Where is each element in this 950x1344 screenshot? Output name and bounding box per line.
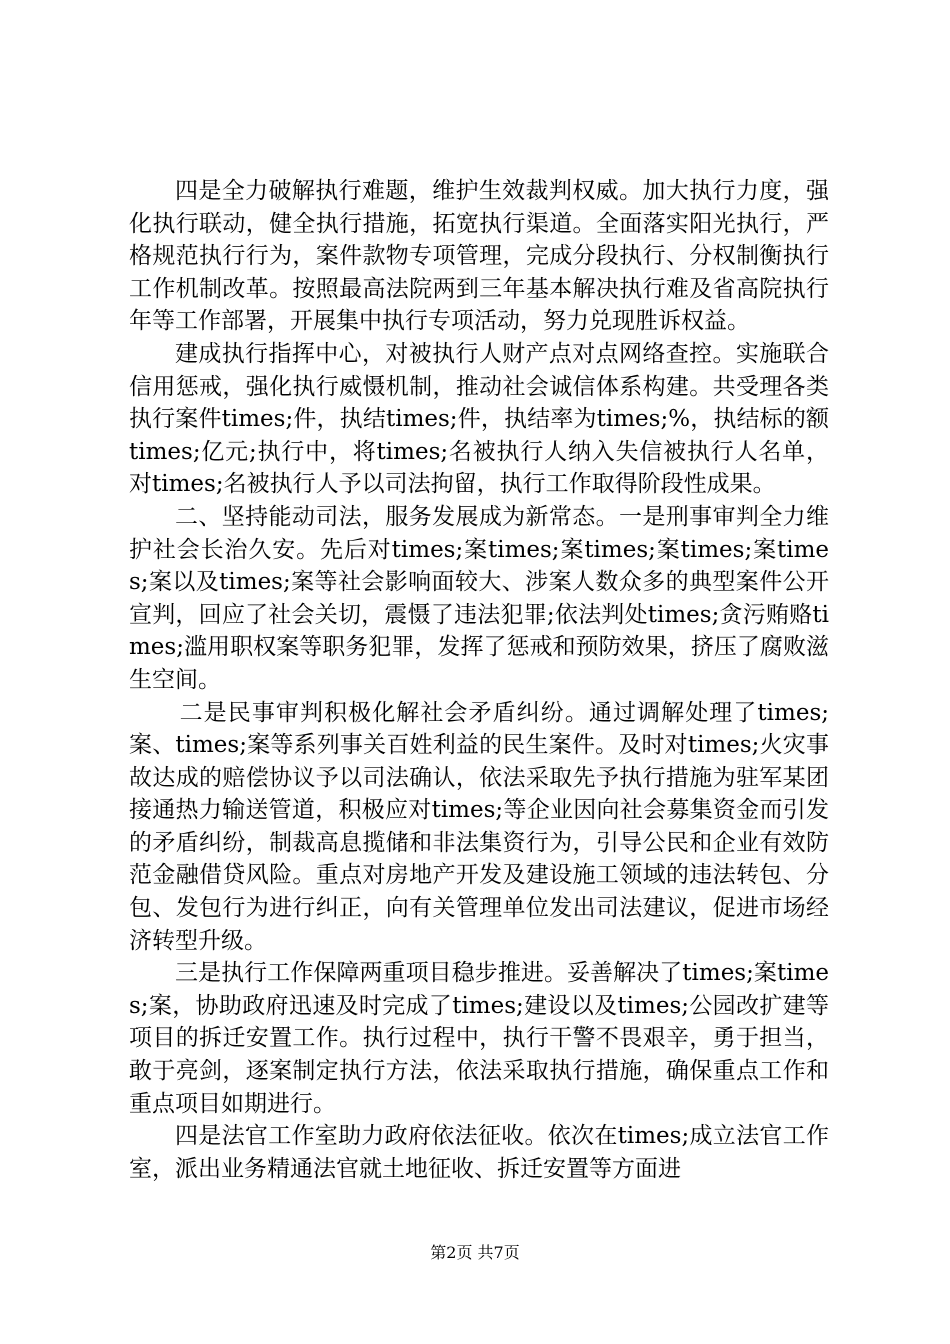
page-number-footer: 第2页 共7页 bbox=[430, 1243, 520, 1262]
paragraph-key-projects: 三是执行工作保障两重项目稳步推进。妥善解决了times;案times;案，协助政府迅速及时完成了times;建设以及times;公园改扩建等项目的拆迁安置工作。执行过程中，执行干警不畏艰辛，勇于担当，敢于亮剑，逐案制定执行方法，依法采取执行措施，确保重点工作和重点项目如期进行。 bbox=[129, 960, 829, 1117]
paragraph-civil-trial: 二是民事审判积极化解社会矛盾纠纷。通过调解处理了times;案、times;案等系列事关百姓利益的民生案件。及时对times;火灾事故达成的赔偿协议予以司法确认，依法采取先予执行措施为驻军某团接通热力输送管道，积极应对times;等企业因向社会募集资金而引发的矛盾纠纷，制裁高息揽储和非法集资行为，引导公民和企业有效防范金融借贷风险。重点对房地产开发及建设施工领域的违法转包、分包、发包行为进行纠正，向有关管理单位发出司法建议，促进市场经济转型升级。 bbox=[129, 699, 829, 954]
paragraph-judge-studio: 四是法官工作室助力政府依法征收。依次在times;成立法官工作室，派出业务精通法官就土地征收、拆迁安置等方面进 bbox=[129, 1123, 829, 1182]
paragraph-enforcement-difficulties: 四是全力破解执行难题，维护生效裁判权威。加大执行力度，强化执行联动，健全执行措施，拓宽执行渠道。全面落实阳光执行，严格规范执行行为，案件款物专项管理，完成分段执行、分权制衡执行工作机制改革。按照最高法院两到三年基本解决执行难及省高院执行年等工作部署，开展集中执行专项活动，努力兑现胜诉权益。 bbox=[129, 178, 829, 335]
paragraph-command-center: 建成执行指挥中心，对被执行人财产点对点网络查控。实施联合信用惩戒，强化执行威慑机制，推动社会诚信体系构建。共受理各类执行案件times;件，执结times;件，执结率为times;%，执结标的额times;亿元;执行中，将times;名被执行人纳入失信被执行人名单，对times;名被执行人予以司法拘留，执行工作取得阶段性成果。 bbox=[129, 340, 829, 498]
paragraph-active-justice: 二、坚持能动司法，服务发展成为新常态。一是刑事审判全力维护社会长治久安。先后对times;案times;案times;案times;案times;案以及times;案等社会影响面较大、涉案人数众多的典型案件公开宣判，回应了社会关切，震慑了违法犯罪;依法判处times;贪污贿赂times;滥用职权案等职务犯罪，发挥了惩戒和预防效果，挤压了腐败滋生空间。 bbox=[129, 503, 829, 693]
document-body bbox=[129, 175, 829, 1185]
